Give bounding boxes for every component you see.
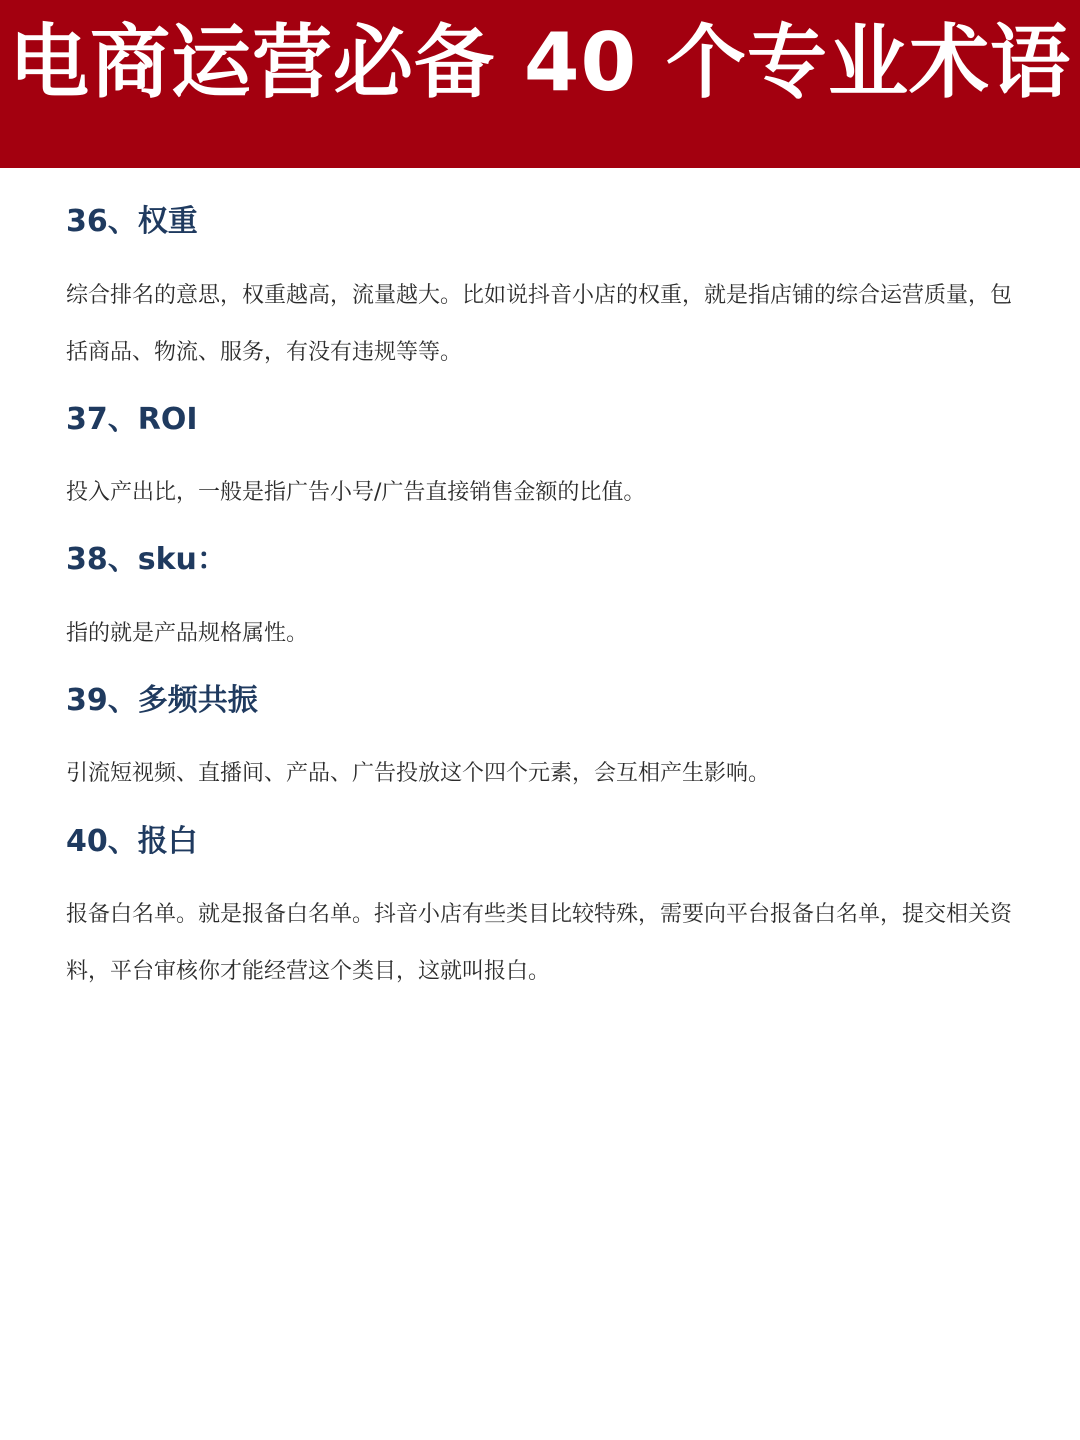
page-title: 电商运营必备 40 个专业术语 bbox=[8, 15, 1072, 109]
term-description: 报备白名单。就是报备白名单。抖音小店有些类目比较特殊，需要向平台报备白名单，提交相关资料，平台审核你才能经营这个类目，这就叫报白。 bbox=[66, 902, 1013, 984]
term-heading: 37、ROI bbox=[66, 402, 198, 437]
term-heading: 39、多频共振 bbox=[66, 683, 258, 718]
term-heading: 38、sku： bbox=[66, 542, 227, 577]
term-heading: 40、报白 bbox=[66, 824, 198, 859]
term-heading: 36、权重 bbox=[66, 204, 198, 239]
title-banner bbox=[0, 0, 1080, 168]
term-description: 投入产出比，一般是指广告小号/广告直接销售金额的比值。 bbox=[66, 480, 646, 505]
term-description: 引流短视频、直播间、产品、广告投放这个四个元素，会互相产生影响。 bbox=[66, 761, 771, 786]
term-description: 综合排名的意思，权重越高，流量越大。比如说抖音小店的权重，就是指店铺的综合运营质量，包括商品、物流、服务，有没有违规等等。 bbox=[66, 283, 1013, 365]
term-description: 指的就是产品规格属性。 bbox=[66, 621, 309, 646]
